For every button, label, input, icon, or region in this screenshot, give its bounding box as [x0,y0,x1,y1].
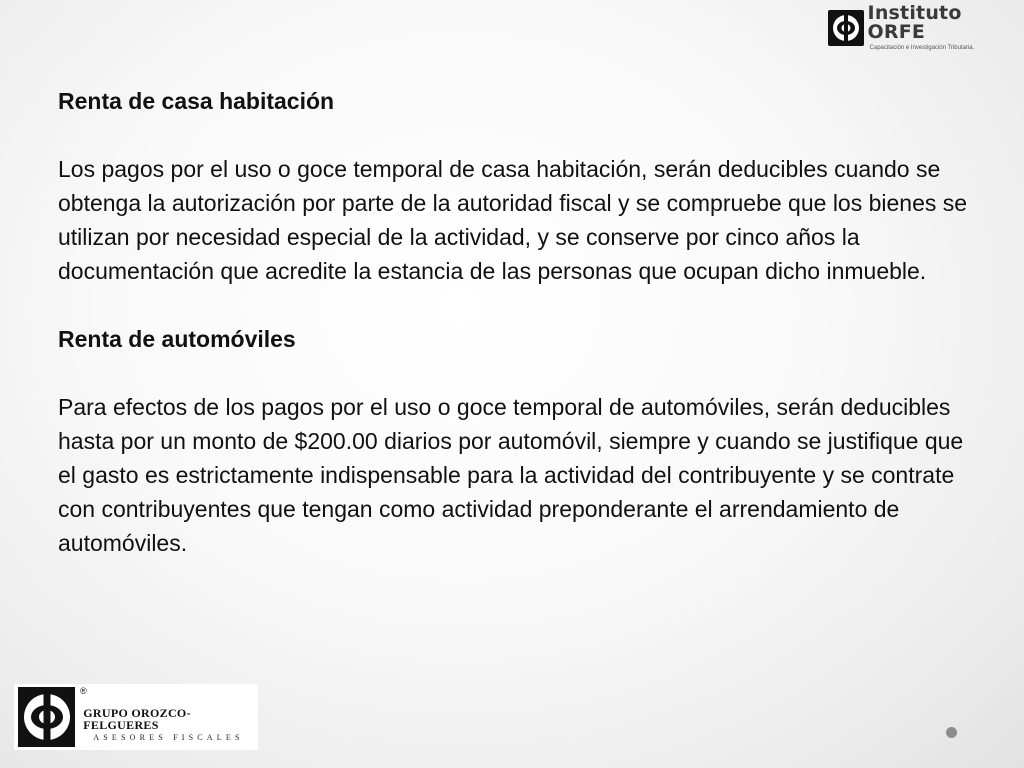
registered-mark: ® [80,686,87,696]
instituto-orfe-logo [828,4,1024,51]
section-body-casa: Los pagos por el uso o goce temporal de casa habitación, serán deducibles cuando se obtenga la autorización por parte de la autoridad fiscal y se compruebe que los bienes se utilizan por necesidad especial de la actividad, y se conserve por cinco años la documentación que acredite la estancia de las personas que ocupan dicho inmueble. [58,156,968,284]
slide-indicator-dot [946,727,957,738]
company-subtitle: ASESORES FISCALES [93,732,244,742]
phi-emblem-icon [18,687,75,747]
logo-tagline: Capacitación e Investigación Tributaria. [869,45,975,51]
section-body-automoviles: Para efectos de los pagos por el uso o goce temporal de automóviles, serán deducibles hasta por un monto de $200.00 diarios por automóvil, siempre y cuando se justifique que el gasto es estrictamente indispensable para la actividad del contribuyente y se contrate con contribuyentes que tengan como actividad preponderante el arrendamiento de automóviles. [58,394,964,556]
slide-content [58,84,978,560]
grupo-orozco-felgueres-logo [14,684,258,750]
section-heading-casa: Renta de casa habitación [58,88,335,114]
phi-emblem-icon [828,10,864,46]
company-name: GRUPO OROZCO-FELGUERES [83,705,191,732]
logo-name: Instituto ORFE [867,2,962,43]
section-heading-automoviles: Renta de automóviles [58,326,296,352]
